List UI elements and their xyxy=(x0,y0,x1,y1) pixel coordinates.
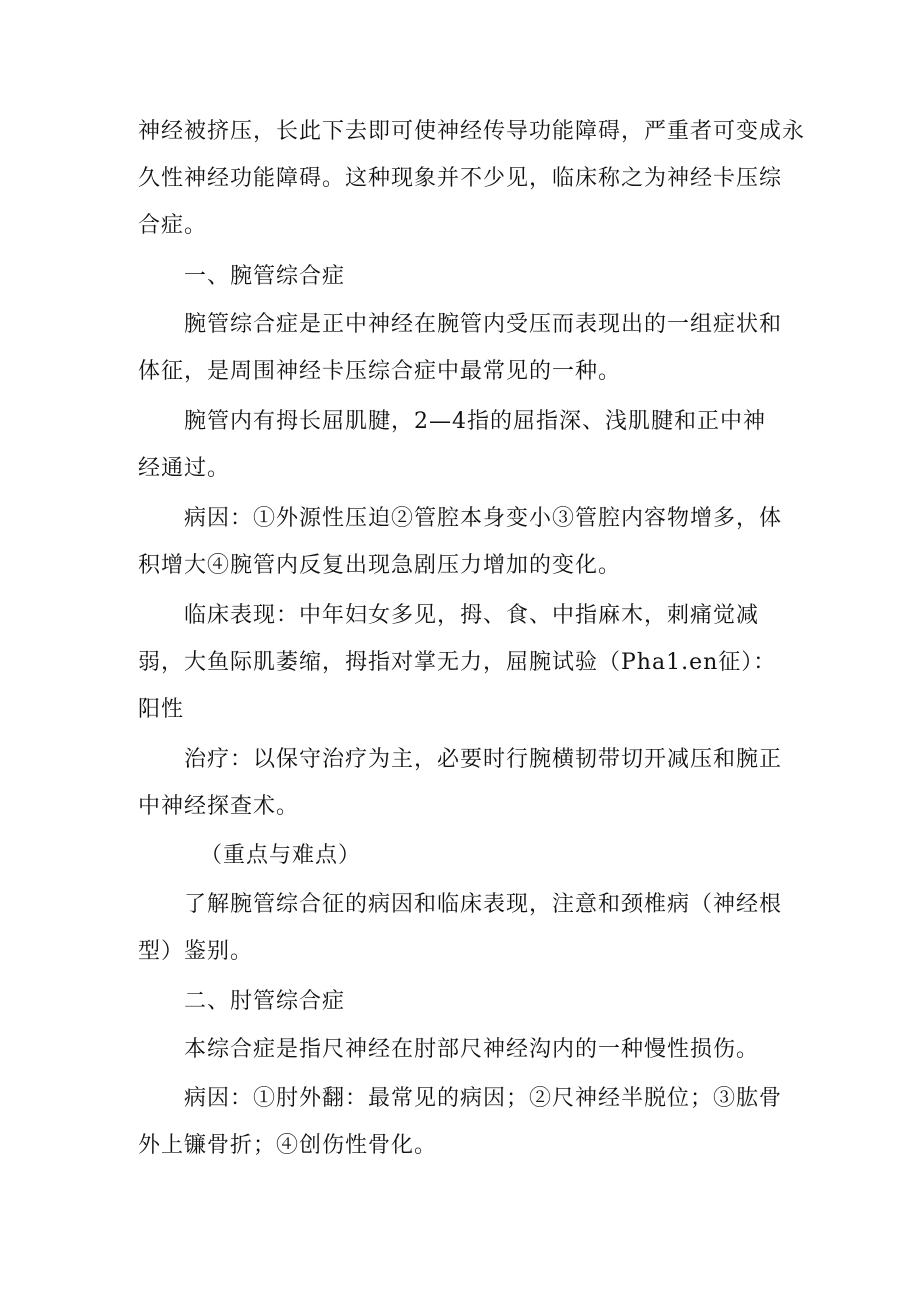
text-line: 本综合症是指尺神经在肘部尺神经沟内的一种慢性损伤。 xyxy=(184,1037,760,1062)
paragraph-key-points xyxy=(138,881,793,975)
heading-text: （重点与难点） xyxy=(200,843,362,868)
text-line: 了解腕管综合征的病因和临床表现，注意和颈椎病（神经根 xyxy=(184,892,783,917)
text-line: 病因：①外源性压迫②管腔本身变小③管腔内容物增多，体 xyxy=(184,506,783,531)
text-line: 经通过。 xyxy=(138,456,231,481)
text-line: 型）鉴别。 xyxy=(138,939,254,964)
heading-text: 一、腕管综合症 xyxy=(184,264,346,289)
text-line: 外上镰骨折；④创伤性骨化。 xyxy=(138,1133,438,1158)
text-line: 弱，大鱼际肌萎缩，拇指对掌无力，屈腕试验（Pha1.en征）： xyxy=(138,650,777,675)
text-line: 病因：①肘外翻：最常见的病因；②尺神经半脱位；③肱骨 xyxy=(184,1086,783,1111)
heading-text: 二、肘管综合症 xyxy=(184,989,346,1014)
section-heading-cubital-tunnel xyxy=(138,978,793,1025)
key-points-heading xyxy=(138,832,793,879)
paragraph-nerve-compression-intro xyxy=(138,108,806,249)
paragraph-cubital-tunnel-definition xyxy=(138,1026,793,1073)
text-line: 神经被挤压，长此下去即可使神经传导功能障碍，严重者可变成永 xyxy=(138,119,806,144)
paragraph-carpal-tunnel-definition xyxy=(138,301,793,395)
text-line: 体征，是周围神经卡压综合症中最常见的一种。 xyxy=(138,359,622,384)
text-line: 腕管内有拇长屈肌腱，2—4指的屈指深、浅肌腱和正中神 xyxy=(184,409,766,434)
text-line: 积增大④腕管内反复出现急剧压力增加的变化。 xyxy=(138,553,622,578)
text-line: 阳性 xyxy=(138,697,185,722)
paragraph-carpal-tunnel-contents xyxy=(138,398,793,492)
text-line: 中神经探查术。 xyxy=(138,794,300,819)
section-heading-carpal-tunnel xyxy=(138,253,793,300)
text-line: 合症。 xyxy=(138,213,208,238)
paragraph-carpal-tunnel-etiology xyxy=(138,495,793,589)
paragraph-carpal-tunnel-clinical xyxy=(138,592,793,733)
text-line: 腕管综合症是正中神经在腕管内受压而表现出的一组症状和 xyxy=(184,312,783,337)
text-line: 治疗：以保守治疗为主，必要时行腕横韧带切开减压和腕正 xyxy=(184,747,783,772)
text-line: 临床表现：中年妇女多见，拇、食、中指麻木，刺痛觉减 xyxy=(184,603,760,628)
paragraph-carpal-tunnel-treatment xyxy=(138,736,793,830)
paragraph-cubital-tunnel-etiology xyxy=(138,1075,793,1169)
text-line: 久性神经功能障碍。这种现象并不少见，临床称之为神经卡压综 xyxy=(138,166,783,191)
